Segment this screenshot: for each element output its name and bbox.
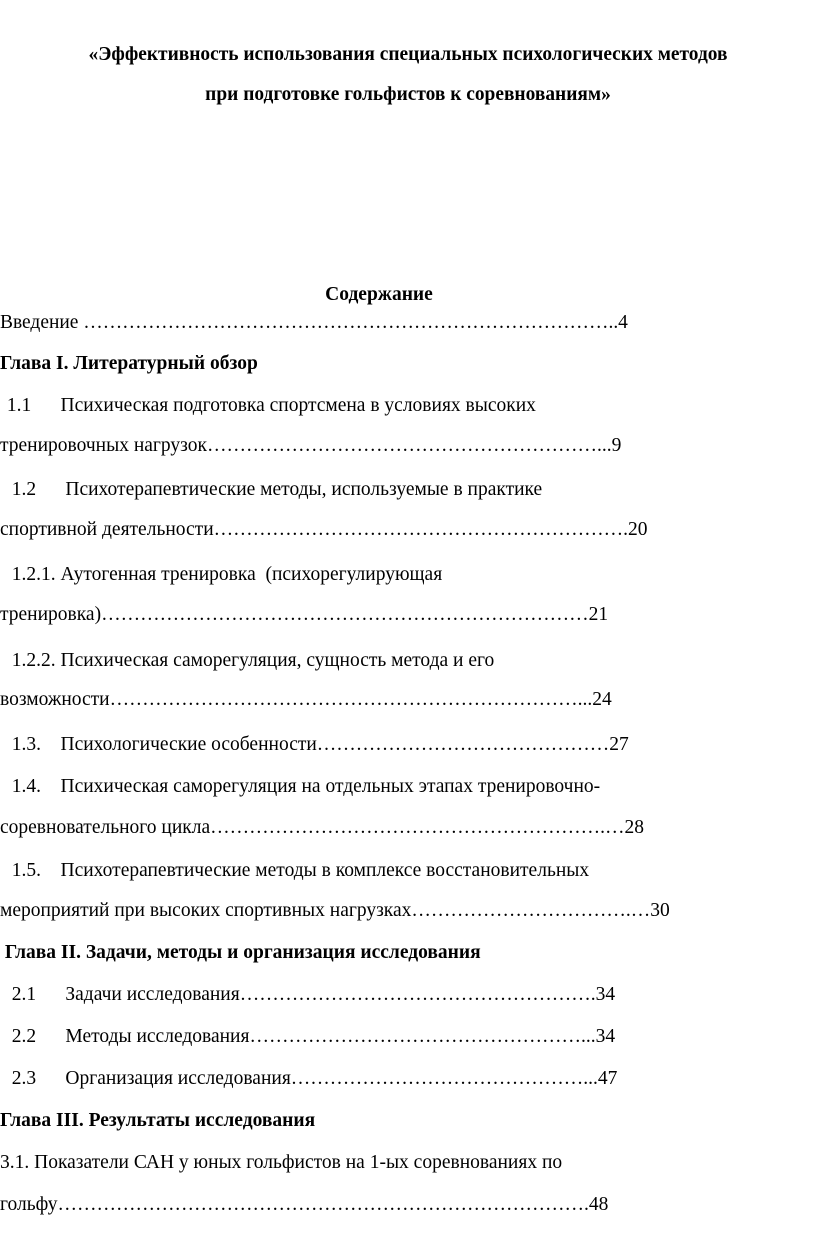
toc-entry-2-1: 2.1 Задачи исследования……………………………………………….34: [2, 984, 616, 1005]
toc-entry-3-1-continued: гольфу……………………………………………………………………….48: [0, 1194, 609, 1215]
toc-entry-2-2: 2.2 Методы исследования……………………………………………...34: [2, 1026, 616, 1047]
toc-entry-1-4: 1.4. Психическая саморегуляция на отдельных этапах тренировочно-: [2, 776, 601, 797]
toc-entry-3-1: 3.1. Показатели САН у юных гольфистов на 1-ых соревнованиях по: [0, 1152, 563, 1173]
toc-entry-1-1: 1.1 Психическая подготовка спортсмена в условиях высоких: [2, 395, 536, 416]
toc-entry-1-1-continued: тренировочных нагрузок……………………………………………………...9: [0, 435, 622, 456]
toc-entry-1-3: 1.3. Психологические особенности………………………………………27: [2, 734, 629, 755]
toc-entry-1-5: 1.5. Психотерапевтические методы в комплексе восстановительных: [2, 860, 590, 881]
toc-chapter-1-heading: Глава I. Литературный обзор: [0, 353, 258, 374]
document-title-line-2: при подготовке гольфистов к соревнованиям»: [205, 84, 611, 105]
toc-entry-introduction: Введение ………………………………………………………………………..4: [0, 312, 628, 333]
toc-entry-1-2-1: 1.2.1. Аутогенная тренировка (психорегулирующая: [2, 564, 443, 585]
toc-entry-1-2: 1.2 Психотерапевтические методы, используемые в практике: [2, 479, 543, 500]
toc-entry-1-2-1-continued: тренировка)…………………………………………………………………21: [0, 604, 609, 625]
toc-entry-1-2-2-continued: возможности………………………………………………………………...24: [0, 689, 612, 710]
toc-entry-1-2-2: 1.2.2. Психическая саморегуляция, сущность метода и его: [2, 650, 495, 671]
toc-entry-1-4-continued: соревновательного цикла…………………………………………………….…28: [0, 817, 645, 838]
document-title-line-1: «Эффективность использования специальных психологических методов: [88, 44, 728, 65]
toc-heading: Содержание: [325, 284, 433, 305]
toc-chapter-2-heading: Глава II. Задачи, методы и организация исследования: [0, 942, 481, 963]
toc-entry-1-5-continued: мероприятий при высоких спортивных нагрузках…………………………….…30: [0, 900, 670, 921]
toc-entry-1-2-continued: спортивной деятельности……………………………………………………….20: [0, 519, 648, 540]
toc-chapter-3-heading: Глава III. Результаты исследования: [0, 1110, 316, 1131]
toc-entry-2-3: 2.3 Организация исследования………………………………………...47: [2, 1068, 618, 1089]
